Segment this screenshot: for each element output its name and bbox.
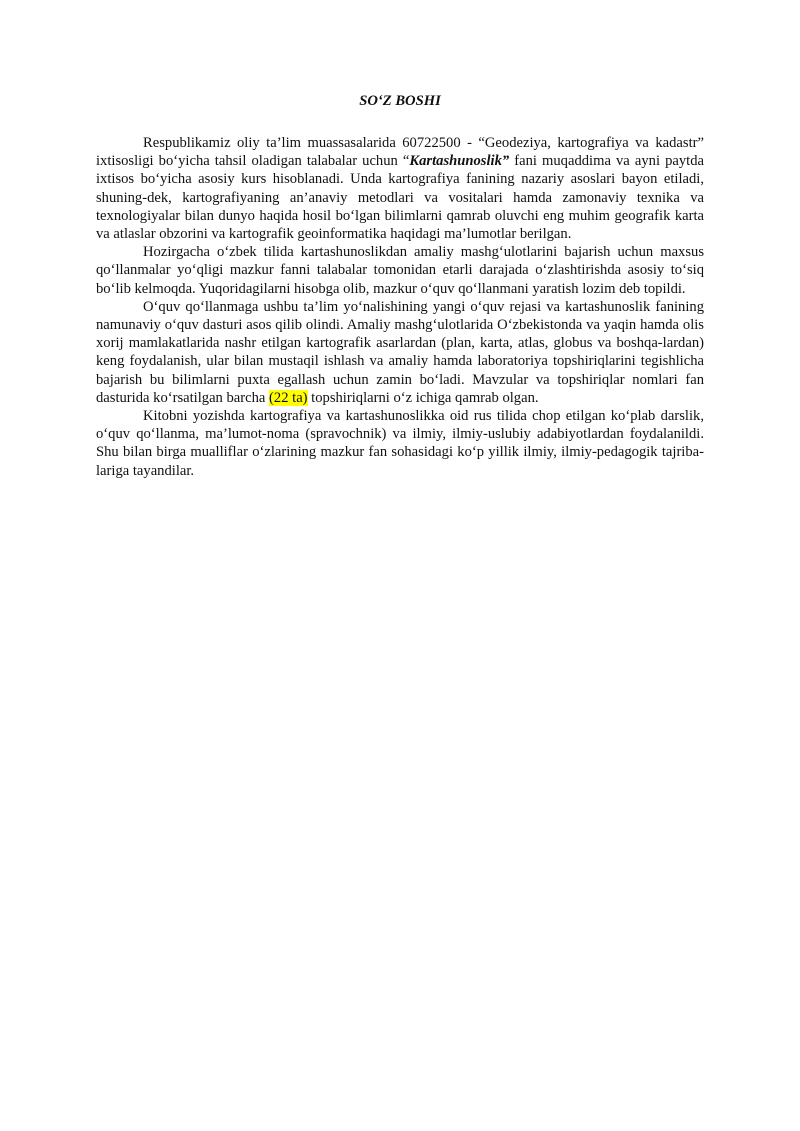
document-body xyxy=(96,92,704,480)
paragraph-1-text-start: Respublikamiz oliy ta’lim muassasalarida 60722500 - “Geodeziya, kartografiya va kadastr” ixtisosligi bo‘yicha tahsil oladigan talabalar uchun “ xyxy=(96,135,704,170)
paragraph-1-text-end: fani muqaddima va ayni paytda ixtisos bo‘yicha asosiy kurs hisoblanadi. Unda kartografiya fanining nazariy asoslari bayon etiladi, shuning-dek, kartografiyaning an’anaviy metodlari va vositalari hamda zamonaviy texnika va texnologiyalar bilan dunyo haqida hosil bo‘lgan bilimlarni qamrab oluvchi eng muhim geografik karta va atlaslar obzorini va kartografik geoinformatika haqidagi ma’lumotlar berilgan. xyxy=(96,153,704,243)
paragraph-3-text-end: topshiriqlarni o‘z ichiga qamrab olgan. xyxy=(307,389,539,406)
paragraph-2: Hozirgacha o‘zbek tilida kartashunoslikdan amaliy mashg‘ulotlarini bajarish uchun maxsus qo‘llanmalar yo‘qligi mazkur fanni talabalar tomonidan etarli darajada o‘zlashtirishda asosiy to‘siq bo‘lib kelmoqda. Yuqoridagilarni hisobga olib, mazkur o‘quv qo‘llanmani yaratish lozim deb topildi. xyxy=(96,244,704,297)
highlighted-count: (22 ta) xyxy=(269,389,308,406)
paragraph-3 xyxy=(96,298,704,407)
paragraph-3-text-start: O‘quv qo‘llanmaga ushbu ta’lim yo‘nalishining yangi o‘quv rejasi va kartashunoslik fanining namunaviy o‘quv dasturi asos qilib olindi. Amaliy mashg‘ulotlarida O‘zbekistonda va yaqin hamda olis xorij mamlakatlarida nashr etilgan kartografik asarlardan (plan, karta, atlas, globus va boshqa-lardan) keng foydalanish, ular bilan mustaqil ishlash va amaliy hamda laboratoriya topshiriqlarini tegishlicha bajarish bu bilimlarni puxta egallash uchun zamin bo‘ladi. Mavzular va topshiriqlar nomlari fan dasturida ko‘rsatilgan barcha xyxy=(96,298,704,406)
paragraph-1 xyxy=(96,134,704,243)
paragraph-4: Kitobni yozishda kartografiya va kartashunoslikka oid rus tilida chop etilgan ko‘plab darslik, o‘quv qo‘llanma, ma’lumot-noma (spravochnik) va ilmiy, ilmiy-uslubiy adabiyotlardan foydalanildi. Shu bilan birga mualliflar o‘zlarining mazkur fan sohasidagi ko‘p yillik ilmiy, ilmiy-pedagogik tajriba-lariga tayandilar. xyxy=(96,408,704,479)
page-title: SO‘Z BOSHI xyxy=(359,93,441,109)
course-name-emphasis: Kartashunoslik” xyxy=(409,153,510,170)
